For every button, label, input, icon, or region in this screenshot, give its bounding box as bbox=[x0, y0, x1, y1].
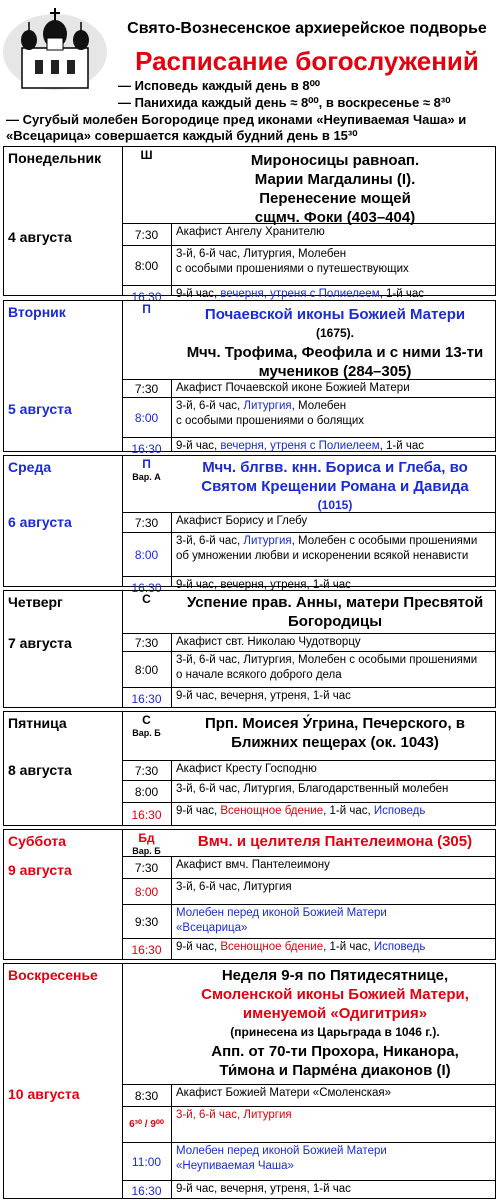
service-text bbox=[176, 1144, 494, 1174]
service-mark bbox=[122, 593, 171, 606]
service-text bbox=[176, 689, 494, 704]
service-row bbox=[122, 938, 496, 961]
service-time: 8:00 bbox=[134, 259, 159, 273]
service-text bbox=[176, 940, 494, 955]
service-blue: Литургия bbox=[243, 400, 292, 412]
service-text bbox=[176, 534, 494, 564]
service-red: Всенощное бдение bbox=[220, 941, 324, 953]
service-row bbox=[122, 780, 496, 802]
service-time: 11:00 bbox=[131, 1155, 162, 1169]
service-time: 7:30 bbox=[134, 636, 159, 650]
feast-line: Почаевской иконы Божией Матери bbox=[204, 306, 466, 323]
service-row bbox=[122, 397, 496, 437]
service-text: 9-й час, bbox=[176, 941, 221, 953]
service-text bbox=[176, 225, 494, 240]
service-text bbox=[176, 653, 494, 683]
service-text bbox=[176, 804, 494, 819]
time-divider bbox=[171, 379, 172, 451]
column-divider bbox=[122, 591, 123, 707]
service-text: 9-й час, вечерня, утреня, 1-й час bbox=[176, 690, 351, 702]
service-row bbox=[122, 687, 496, 709]
org-name: Свято-Вознесенское архиерейское подворье bbox=[127, 20, 487, 37]
service-time: 16:30 bbox=[131, 1184, 162, 1198]
service-text bbox=[176, 782, 494, 797]
feast-line: Мироносицы равноап. bbox=[250, 152, 420, 169]
service-row bbox=[122, 856, 496, 878]
feast-title bbox=[174, 966, 496, 1080]
feast-line: Успение прав. Анны, матери Пресвятой bbox=[186, 594, 484, 611]
service-row bbox=[122, 512, 496, 532]
service-text: 3-й, 6-й час, Литургия, Молебен с особыми прошениями bbox=[176, 654, 478, 666]
column-divider bbox=[122, 964, 123, 1198]
service-mark bbox=[122, 458, 171, 484]
service-time: 9:30 bbox=[134, 915, 159, 929]
service-text bbox=[176, 381, 494, 396]
feast-line: сщмч. Фоки (403–404) bbox=[254, 209, 416, 226]
service-tail: , 1-й час, bbox=[323, 941, 374, 953]
day-date: 7 августа bbox=[8, 635, 72, 651]
column-divider bbox=[122, 147, 123, 295]
service-time: 7:30 bbox=[134, 764, 159, 778]
service-text: Акафист Почаевской иконе Божией Матери bbox=[176, 382, 410, 394]
feast-line: Ближних пещерах (ок. 1043) bbox=[231, 734, 439, 751]
service-text: 3-й, 6-й час, bbox=[176, 400, 244, 412]
time-divider bbox=[171, 633, 172, 707]
day-of-week: Среда bbox=[8, 459, 52, 475]
service-text: Акафист свт. Николаю Чудотворцу bbox=[176, 636, 361, 648]
feast-title bbox=[174, 714, 496, 752]
feast-line: мучеников (284–305) bbox=[258, 363, 412, 380]
service-time: 16:30 bbox=[131, 692, 162, 706]
service-time: 8:00 bbox=[134, 548, 159, 562]
variant-label: Вар. А bbox=[132, 472, 161, 482]
service-time: 6³⁰ / 9⁰⁰ bbox=[129, 1119, 164, 1130]
variant-label: Вар. Б bbox=[132, 846, 161, 856]
service-text bbox=[176, 635, 494, 650]
service-tail: , 1-й час, bbox=[323, 805, 374, 817]
service-text bbox=[176, 762, 494, 777]
service-text: 9-й час, bbox=[176, 805, 221, 817]
page-title: Расписание богослужений bbox=[135, 46, 479, 76]
service-text bbox=[176, 1108, 494, 1123]
mark-symbol: П bbox=[142, 302, 151, 316]
service-row bbox=[122, 878, 496, 904]
service-time: 16:30 bbox=[131, 808, 162, 822]
service-text: Акафист Ангелу Хранителю bbox=[176, 226, 325, 238]
feast-line: Неделя 9-я по Пятидесятнице, bbox=[221, 967, 449, 984]
service-text: Акафист Кресту Господню bbox=[176, 763, 317, 775]
service-blue2: Исповедь bbox=[373, 805, 426, 817]
column-divider bbox=[122, 830, 123, 959]
service-red: Всенощное бдение bbox=[220, 805, 324, 817]
service-line-2: «Неупиваемая Чаша» bbox=[176, 1160, 294, 1172]
service-line-2: с особыми прошениями о путешествующих bbox=[176, 263, 409, 275]
service-row bbox=[122, 651, 496, 687]
service-text: 3-й, 6-й час, bbox=[176, 535, 244, 547]
service-row bbox=[122, 1180, 496, 1200]
feast-title bbox=[174, 305, 496, 381]
header bbox=[0, 0, 499, 146]
service-time: 16:30 bbox=[131, 290, 162, 304]
day-date: 9 августа bbox=[8, 862, 72, 878]
service-text bbox=[176, 514, 494, 529]
feast-line: Святом Крещении Романа и Давида bbox=[201, 478, 469, 495]
time-divider bbox=[171, 512, 172, 586]
service-row bbox=[122, 760, 496, 780]
service-row bbox=[122, 1106, 496, 1142]
mark-symbol: Ш bbox=[140, 148, 153, 162]
service-tail: , Молебен bbox=[291, 400, 347, 412]
service-red: 3-й, 6-й час, Литургия bbox=[176, 1109, 292, 1121]
mark-symbol: П bbox=[142, 457, 151, 471]
service-tail: , 1-й час bbox=[379, 288, 424, 300]
service-blue: вечерня, утреня с Полиелеем bbox=[220, 288, 380, 300]
service-row bbox=[122, 245, 496, 285]
day-of-week: Пятница bbox=[8, 715, 67, 731]
column-divider bbox=[122, 301, 123, 451]
service-blue: Молебен перед иконой Божией Матери bbox=[176, 1145, 387, 1157]
feast-line: (принесена из Царьграда в 1046 г.). bbox=[230, 1025, 440, 1039]
service-mark bbox=[122, 149, 171, 162]
feast-line: Богородицы bbox=[287, 613, 383, 630]
service-line-2: «Всецарица» bbox=[176, 922, 248, 934]
service-mark bbox=[122, 303, 171, 316]
service-tail: , 1-й час bbox=[379, 440, 424, 452]
note-confession: — Исповедь каждый день в 8⁰⁰ bbox=[118, 78, 320, 93]
mark-symbol: Бд bbox=[138, 831, 155, 845]
service-blue2: Исповедь bbox=[373, 941, 426, 953]
feast-line: Марии Магдалины (I). bbox=[254, 171, 416, 188]
feast-line: (1675). bbox=[315, 326, 355, 340]
day-of-week: Суббота bbox=[8, 833, 67, 849]
service-row bbox=[122, 802, 496, 827]
service-time: 8:00 bbox=[134, 411, 159, 425]
service-text: Акафист вмч. Пантелеимону bbox=[176, 859, 330, 871]
church-logo-icon bbox=[2, 4, 108, 90]
feast-title bbox=[174, 593, 496, 631]
feast-line: Мчч. блгвв. кнн. Бориса и Глеба, во bbox=[202, 459, 468, 476]
day-block bbox=[3, 711, 496, 826]
feast-title bbox=[174, 458, 496, 515]
service-text bbox=[176, 247, 494, 277]
service-text: 9-й час, вечерня, утреня, 1-й час bbox=[176, 579, 351, 591]
note-moleben-2: «Всецарица» совершается каждый будний день в 15³⁰ bbox=[6, 128, 358, 143]
variant-label: Вар. Б bbox=[132, 728, 161, 738]
time-divider bbox=[171, 760, 172, 825]
service-text: 3-й, 6-й час, Литургия bbox=[176, 881, 292, 893]
day-block bbox=[3, 829, 496, 960]
feast-title bbox=[174, 832, 496, 851]
service-row bbox=[122, 223, 496, 245]
service-text bbox=[176, 906, 494, 936]
day-block bbox=[3, 146, 496, 304]
day-block bbox=[3, 300, 496, 456]
feast-line: Ти́мона и Парме́на диаконов (I) bbox=[219, 1062, 451, 1079]
service-row bbox=[122, 633, 496, 651]
service-time: 7:30 bbox=[134, 516, 159, 530]
service-time: 8:30 bbox=[134, 1089, 159, 1103]
service-text bbox=[176, 880, 494, 895]
mark-symbol: С bbox=[142, 592, 151, 606]
day-date: 6 августа bbox=[8, 514, 72, 530]
service-text bbox=[176, 1086, 494, 1101]
day-of-week: Четверг bbox=[8, 594, 63, 610]
day-date: 8 августа bbox=[8, 762, 72, 778]
service-blue: Молебен перед иконой Божией Матери bbox=[176, 907, 387, 919]
note-moleben-1: — Сугубый молебен Богородице пред иконами «Неупиваемая Чаша» и bbox=[6, 112, 467, 127]
feast-line: (1015) bbox=[317, 498, 353, 512]
service-text: Акафист Божией Матери «Смоленская» bbox=[176, 1087, 392, 1099]
service-blue: Литургия bbox=[243, 535, 292, 547]
service-time: 16:30 bbox=[131, 442, 162, 456]
service-time: 16:30 bbox=[131, 943, 162, 957]
service-text bbox=[176, 858, 494, 873]
service-line-2: о начале всякого доброго дела bbox=[176, 669, 342, 681]
mark-symbol: С bbox=[142, 713, 151, 727]
service-blue: вечерня, утреня с Полиелеем bbox=[220, 440, 380, 452]
service-text: 3-й, 6-й час, Литургия, Молебен bbox=[176, 248, 347, 260]
time-divider bbox=[171, 856, 172, 959]
service-time: 16:30 bbox=[131, 581, 162, 595]
service-row bbox=[122, 904, 496, 938]
service-row bbox=[122, 1084, 496, 1106]
service-row bbox=[122, 532, 496, 576]
column-divider bbox=[122, 456, 123, 586]
note-panikhida: — Панихида каждый день ≈ 8⁰⁰, в воскресенье ≈ 8³⁰ bbox=[118, 95, 451, 110]
day-block bbox=[3, 455, 496, 595]
service-time: 8:00 bbox=[134, 885, 159, 899]
feast-line: Смоленской иконы Божией Матери, bbox=[201, 986, 469, 1003]
day-of-week: Вторник bbox=[8, 304, 66, 320]
feast-title bbox=[174, 151, 496, 227]
service-time: 7:30 bbox=[134, 382, 159, 396]
time-divider bbox=[171, 223, 172, 295]
service-tail: , Молебен с особыми прошениями bbox=[291, 535, 478, 547]
feast-line: Апп. от 70-ти Прохора, Никанора, bbox=[211, 1043, 459, 1060]
service-text: Акафист Борису и Глебу bbox=[176, 515, 308, 527]
service-text: 9-й час, bbox=[176, 440, 221, 452]
service-text bbox=[176, 399, 494, 429]
service-mark bbox=[122, 714, 171, 740]
service-text: 3-й, 6-й час, Литургия, Благодарственный молебен bbox=[176, 783, 449, 795]
service-row bbox=[122, 1142, 496, 1180]
service-text: 9-й час, bbox=[176, 288, 221, 300]
feast-line: Перенесение мощей bbox=[259, 190, 411, 207]
service-line-2: об умножении любви и искоренении всякой ненависти bbox=[176, 550, 469, 562]
service-time: 8:00 bbox=[134, 663, 159, 677]
day-date: 5 августа bbox=[8, 401, 72, 417]
service-text: 9-й час, вечерня, утреня, 1-й час bbox=[176, 1183, 351, 1195]
feast-line: Мчч. Трофима, Феофила и с ними 13-ти bbox=[186, 344, 484, 361]
service-time: 7:30 bbox=[134, 861, 159, 875]
feast-line: Вмч. и целителя Пантелеимона (305) bbox=[197, 833, 473, 850]
feast-line: Прп. Моисея У́грина, Печерского, в bbox=[204, 715, 466, 732]
service-row bbox=[122, 379, 496, 397]
day-of-week: Понедельник bbox=[8, 150, 102, 166]
time-divider bbox=[171, 1084, 172, 1198]
day-date: 4 августа bbox=[8, 229, 72, 245]
day-block bbox=[3, 963, 496, 1199]
service-text bbox=[176, 439, 494, 454]
service-text bbox=[176, 1182, 494, 1197]
feast-line: именуемой «Одигитрия» bbox=[242, 1005, 428, 1022]
column-divider bbox=[122, 712, 123, 825]
service-mark bbox=[122, 832, 171, 858]
day-of-week: Воскресенье bbox=[8, 967, 98, 983]
service-time: 8:00 bbox=[134, 785, 159, 799]
day-block bbox=[3, 590, 496, 708]
service-time: 7:30 bbox=[134, 228, 159, 242]
day-date: 10 августа bbox=[8, 1086, 80, 1102]
service-line-2: с особыми прошениями о болящих bbox=[176, 415, 365, 427]
